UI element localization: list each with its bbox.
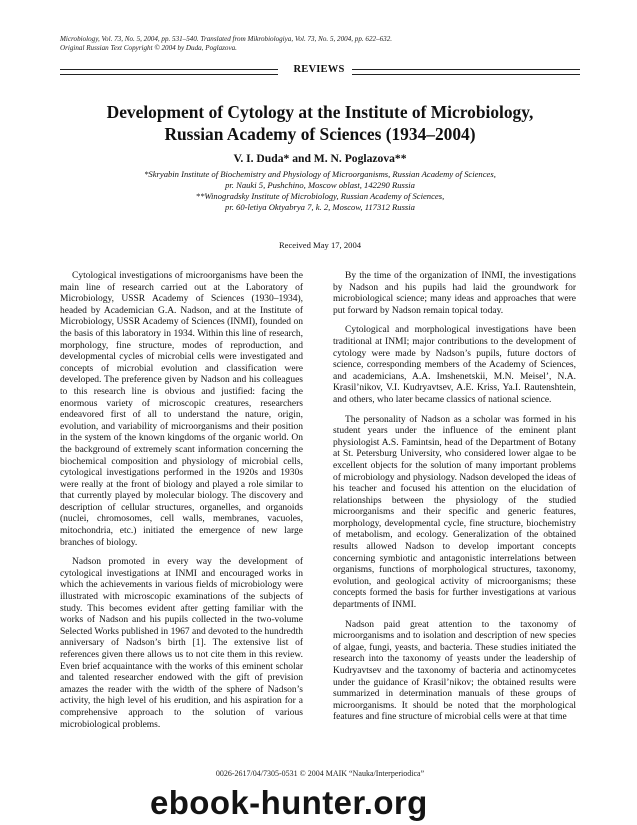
paragraph: The personality of Nadson as a scholar was formed in his student years under the influence of the eminent plant physiologist A.S. Famintsin, head of the Department of Botany at St. Petersburg University, who considered lower algae to be excellent objects for the solution of many important problems of microbiology and physiology. Nadson developed the ideas of his teacher and focused his attention on the elucidation of relationships between the physiology of the studied microorganisms and their specific and generic features, morphology, developmental cycle, fine structure, biochemistry of metabolism, and ecology. Generalization of the obtained results allowed Nadson to develop important concepts concerning symbiotic and antagonistic interrelations between organisms, functions of morphological structures, taxonomy, evolution, and geological activity of microorganisms; these concepts formed the basis for further investigations at various departments of INMI. (333, 414, 576, 611)
body-column-left (60, 271, 303, 739)
copyright-line: Original Russian Text Copyright © 2004 by Duda, Poglazova. (60, 44, 237, 52)
affiliation-line: **Winogradsky Institute of Microbiology, Russian Academy of Sciences, (195, 191, 445, 201)
affiliation-line: pr. Nauki 5, Pushchino, Moscow oblast, 142290 Russia (225, 180, 415, 190)
watermark-logo: ebook-hunter.org (150, 784, 428, 821)
journal-citation (60, 35, 580, 53)
received-date: Received May 17, 2004 (278, 240, 362, 250)
affiliation-line: pr. 60-letiya Oktyabrya 7, k. 2, Moscow, 117312 Russia (225, 202, 415, 212)
footer-code: 0026-2617/04/7305-0531 © 2004 MAIK “Nauka/Interperiodica” (215, 769, 425, 778)
article-title (60, 101, 580, 145)
paragraph: Cytological and morphological investigations have been traditional at INMI; major contributions to the development of cytology were made by Nadson’s pupils, future doctors of science, corresponding members of the Academy of Sciences, and academicians, A.A. Imshenetskii, M.N. Meisel’, N.A. Krasil’nikov, V.I. Kudryavtsev, A.E. Kriss, Ya.I. Rautenshtein, and others, who later became classics of national science. (333, 325, 576, 405)
journal-line: Microbiology, Vol. 73, No. 5, 2004, pp. 531–540. Translated from Mikrobiologiya, Vol. 73, No. 5, 2004, pp. 622–632. (60, 35, 393, 43)
paragraph: Nadson paid great attention to the taxonomy of microorganisms and to isolation and description of new species of algae, fungi, yeasts, and bacteria. These studies initiated the research into the taxonomy of yeasts under the leadership of Kudryavtsev and the taxonomy of bacteria and actinomycetes under the guidance of Krasil’nikov; the obtained results were summarized in determination manuals of these groups of microorganisms. It should be noted that the morphological features and fine structure of microbial cells were at that time (333, 619, 576, 723)
paragraph: By the time of the organization of INMI, the investigations by Nadson and his pupils had laid the groundwork for microbiological science; many ideas and approaches that were put forward by Nadson remain topical today. (333, 271, 576, 316)
section-label: REVIEWS (293, 64, 345, 75)
title-line: Development of Cytology at the Institute of Microbiology, (106, 102, 534, 122)
title-line: Russian Academy of Sciences (1934–2004) (164, 124, 476, 144)
paragraph: Nadson promoted in every way the development of cytological investigations at INMI and encouraged works in which the achievements in various fields of microbiology were illustrated with microscopic examinations of the subjects of study. This becomes evident after getting familiar with the works of Nadson and his pupils collected in the two-volume Selected Works published in 1967 and devoted to the hundredth anniversary of Nadson’s birth [1]. The extensive list of references given there allows us to not cite them in this review. Even brief acquaintance with the works of this eminent scholar and talented researcher endowed with the gift of prevision amazes the reader with the width of the sphere of Nadson’s activity, the high level of his erudition, and his aspiration for a comprehensive approach to the solution of various microbiological problems. (60, 557, 303, 730)
paragraph: Cytological investigations of microorganisms have been the main line of research carried out at the Laboratory of Microbiology, USSR Academy of Sciences (1930–1934), headed by Academician G.A. Nadson, and at the Institute of Microbiology, USSR Academy of Sciences (INMI), founded on the basis of this laboratory in 1934. Within this line of research, morphology, fine structure, modes of reproduction, and developmental cycles of microbial cells were investigated and concepts of microbial evolution and classification were developed. The preference given by Nadson and his colleagues to this research line is obvious and justified: facing the enormous variety of microscopic creatures, researchers endeavored first of all to understand the nature, origin, evolution, and variability of microorganisms and their position in the system of the known kingdoms of the organic world. On the background of extremely scant information concerning the biochemical composition and physiology of microbial cells, cytological investigations performed in the 1920s and 1930s were really at the front of biology and played a role similar to that currently played by molecular biology. The discovery and description of cellular structures, organelles, and organoids (nuclei, chromosomes, cell walls, membranes, vacuoles, mitochondria, etc.) initiated the emergence of new large branches of biology. (60, 271, 303, 548)
affiliation-line: *Skryabin Institute of Biochemistry and Physiology of Microorganisms, Russian Academy of Sciences, (144, 169, 496, 179)
section-divider (60, 64, 580, 77)
affiliations (100, 169, 540, 213)
body-column-right (333, 271, 576, 732)
rule-right (352, 69, 580, 75)
authors: V. I. Duda* and M. N. Poglazova** (233, 152, 407, 165)
rule-left (60, 69, 278, 75)
